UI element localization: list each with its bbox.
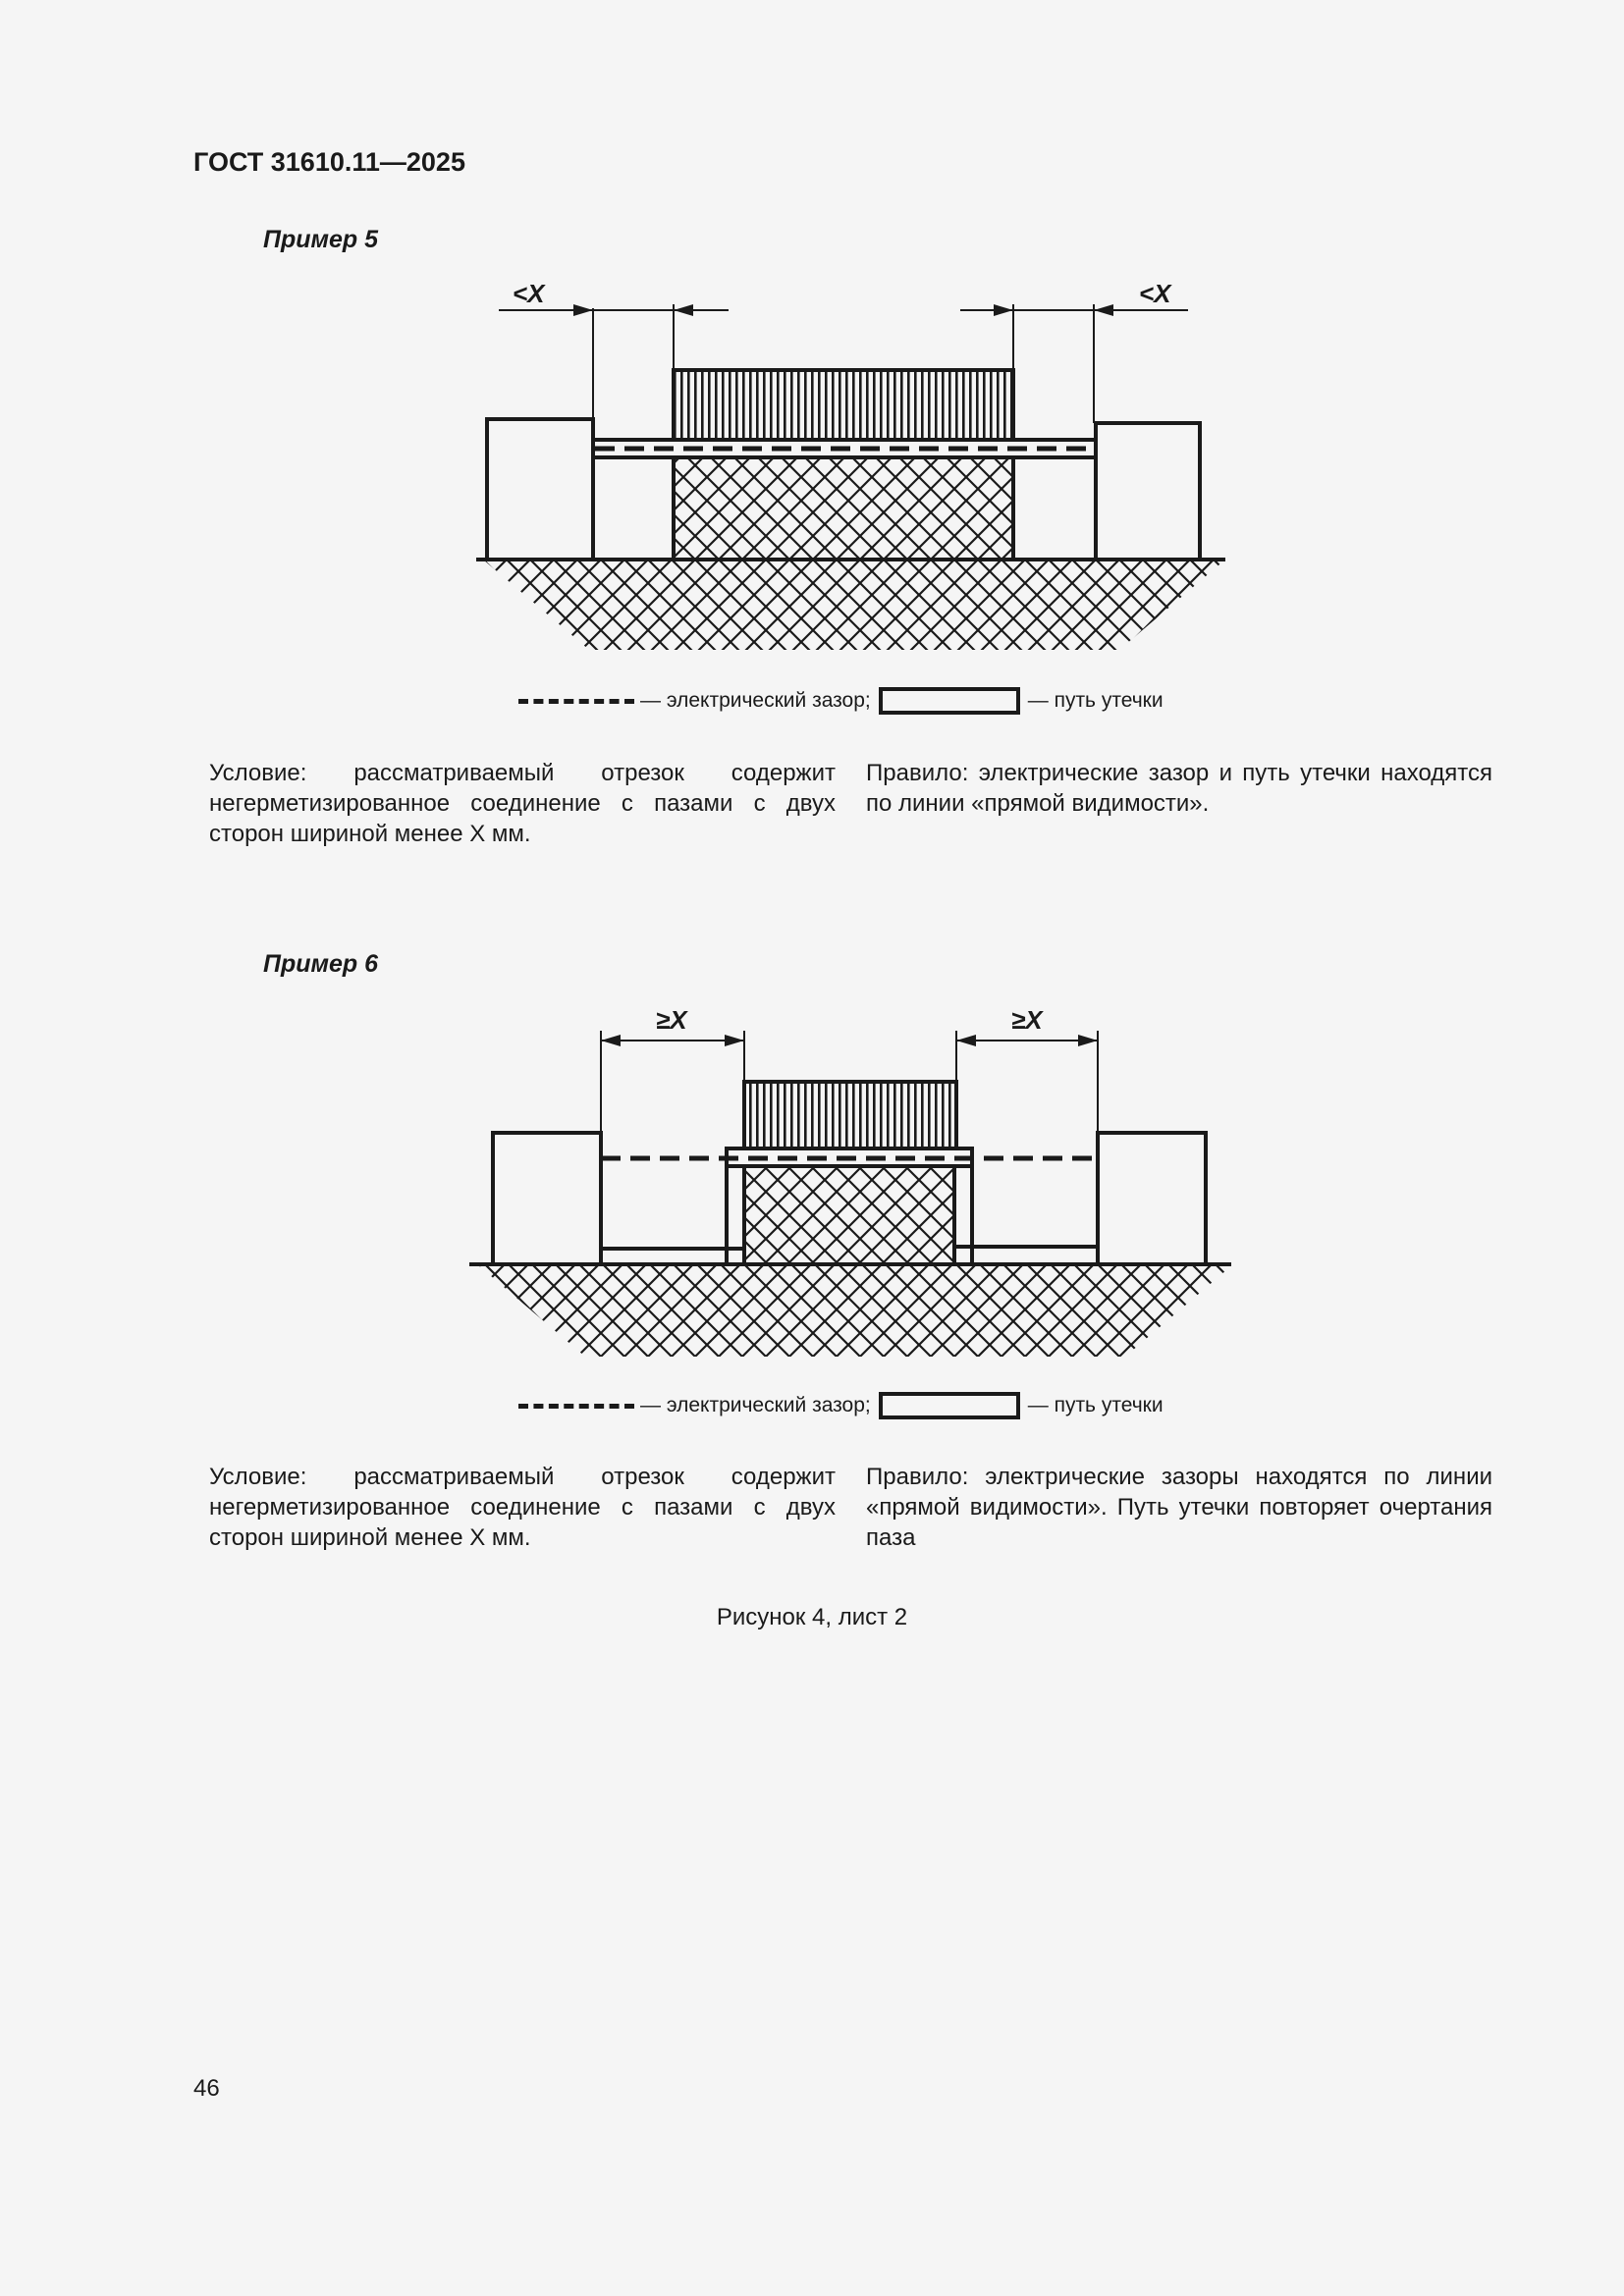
example-6-legend xyxy=(518,1389,1164,1422)
example-6-condition: Условие: рассматриваемый отрезок содержит негерметизированное соединение с пазами с двух сторон шириной менее X мм. xyxy=(209,1464,836,1551)
rectangle-symbol xyxy=(879,1392,1020,1419)
dim-label-right: <X xyxy=(1139,279,1171,308)
example-6-title: Пример 6 xyxy=(263,950,379,978)
dim-label-left: <X xyxy=(513,279,545,308)
legend-creepage-label: — путь утечки xyxy=(1027,689,1164,712)
legend-creepage-label: — путь утечки xyxy=(1027,1394,1164,1416)
example-6-rule: Правило: электрические зазоры находятся по линии «прямой видимости». Путь утечки повторяет очертания паза xyxy=(866,1464,1492,1551)
dashed-line-symbol xyxy=(518,1404,634,1409)
document-number: ГОСТ 31610.11—2025 xyxy=(193,147,465,177)
figure-caption: Рисунок 4, лист 2 xyxy=(716,1604,908,1630)
example-5-legend xyxy=(518,684,1164,718)
example-5-rule: Правило: электрические зазор и путь утечки находятся по линии «прямой видимости». xyxy=(866,760,1492,817)
dashed-line-symbol xyxy=(518,699,634,704)
legend-clearance-label: — электрический зазор; xyxy=(640,1394,871,1416)
example-5-title: Пример 5 xyxy=(263,226,379,253)
example-5-condition: Условие: рассматриваемый отрезок содержит негерметизированное соединение с пазами с двух сторон шириной менее X мм. xyxy=(209,760,836,847)
page-number: 46 xyxy=(193,2075,220,2102)
example-5-diagram xyxy=(0,265,1624,658)
legend-clearance-label: — электрический зазор; xyxy=(640,689,871,712)
dim-label-right: ≥X xyxy=(1011,1005,1043,1035)
example-6-diagram xyxy=(0,991,1624,1384)
dim-label-left: ≥X xyxy=(656,1005,687,1035)
rectangle-symbol xyxy=(879,687,1020,715)
